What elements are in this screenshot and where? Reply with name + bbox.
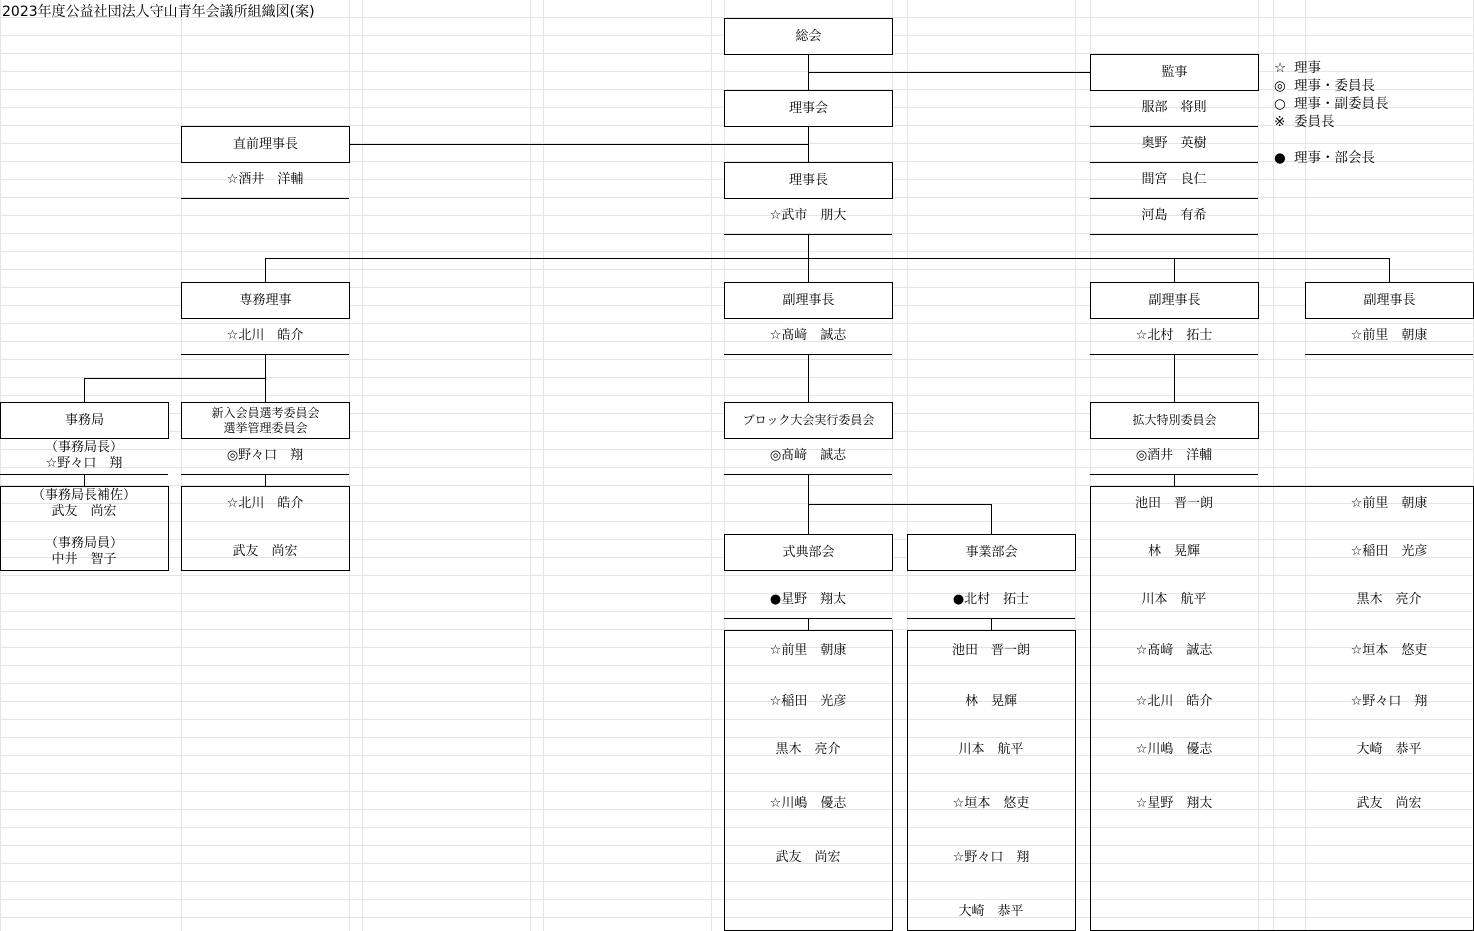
division-member: 大崎 恭平 [958, 904, 1024, 919]
committee-member: 池田 晋一朗 [1134, 496, 1213, 511]
connector-line [84, 378, 85, 402]
connector-line [1174, 474, 1175, 486]
cell-underline [1305, 354, 1473, 355]
auditor-box: 監事 [1090, 54, 1259, 91]
connector-line [84, 378, 265, 379]
board-box: 理事会 [724, 90, 893, 127]
cell-underline [724, 618, 892, 619]
committee-chair: ◎野々口 翔 [226, 448, 304, 463]
connector-line [265, 258, 1390, 259]
connector-line [84, 474, 85, 486]
connector-line [808, 126, 809, 163]
ceremony-members-frame [724, 630, 893, 931]
division-member: ☆川嶋 優志 [769, 796, 847, 811]
secretariat-box: 事務局 [0, 402, 169, 439]
committee-member: 武友 尚宏 [232, 544, 298, 559]
legend-item [1274, 74, 1375, 94]
star-icon: ☆ [1274, 60, 1287, 76]
connector-line [265, 354, 266, 402]
cell-underline [1090, 234, 1258, 235]
committee-member: ☆前里 朝康 [1350, 496, 1428, 511]
committee-member: ☆北川 皓介 [226, 496, 304, 511]
committee-chair: ◎髙﨑 誠志 [769, 448, 847, 463]
committee-member: 武友 尚宏 [1356, 796, 1422, 811]
committee-member: 林 晃輝 [1147, 544, 1200, 559]
cell-underline [181, 354, 349, 355]
committee-member: 川本 航平 [1141, 592, 1207, 607]
grid-column-line [543, 0, 544, 931]
cell-underline [1090, 474, 1258, 475]
committee-chair: ◎酒井 洋輔 [1135, 448, 1213, 463]
committee-member: ☆川嶋 優志 [1135, 742, 1213, 757]
circle-icon: ○ [1274, 96, 1286, 112]
vice-president-name: ☆前里 朝康 [1350, 328, 1428, 343]
division-member: 林 晃輝 [964, 694, 1017, 709]
vice-president-box: 副理事長 [724, 282, 893, 319]
division-member: ☆前里 朝康 [769, 643, 847, 658]
legend-item [1274, 146, 1375, 166]
division-member: ☆稲田 光彦 [769, 694, 847, 709]
secretariat-role: （事務局員） [44, 536, 123, 551]
connector-line [991, 504, 992, 534]
division-member: 池田 晋一朗 [951, 643, 1030, 658]
connector-line [1389, 258, 1390, 282]
cell-underline [181, 198, 349, 199]
committee-member: ☆垣本 悠吏 [1350, 643, 1428, 658]
connector-line [1174, 258, 1175, 282]
division-member: 黒木 亮介 [775, 742, 841, 757]
expansion-committee-box: 拡大特別委員会 [1090, 402, 1259, 439]
auditor-member: 奥野 英樹 [1141, 136, 1207, 151]
auditor-member: 河島 有希 [1141, 208, 1207, 223]
past-president-box: 直前理事長 [181, 126, 350, 163]
connector-line [1174, 354, 1175, 402]
committee-member: ☆星野 翔太 [1135, 796, 1213, 811]
reference-mark-icon: ※ [1274, 114, 1286, 130]
secretariat-assistant: 武友 尚宏 [51, 504, 117, 519]
vice-president-name: ☆北村 拓士 [1135, 328, 1213, 343]
grid-column-line [530, 0, 531, 931]
committee-member: 黒木 亮介 [1356, 592, 1422, 607]
page-title: 2023年度公益社団法人守山青年会議所組織図(案) [2, 4, 315, 20]
committee-member: ☆稲田 光彦 [1350, 544, 1428, 559]
secretariat-chief: ☆野々口 翔 [45, 456, 123, 471]
grid-column-line [711, 0, 712, 931]
grid-column-line [362, 0, 363, 931]
vice-president-box: 副理事長 [1305, 282, 1474, 319]
vice-president-name: ☆髙﨑 誠志 [769, 328, 847, 343]
legend-label: 理事・副委員長 [1294, 96, 1389, 112]
connector-line [265, 474, 266, 486]
legend-label: 理事 [1294, 60, 1321, 76]
connector-line [808, 504, 991, 505]
committee-member: ☆北川 皓介 [1135, 694, 1213, 709]
secretariat-staff: 中井 智子 [51, 552, 117, 567]
legend-label: 委員長 [1294, 114, 1335, 130]
division-member: ☆野々口 翔 [952, 850, 1030, 865]
cell-underline [1090, 354, 1258, 355]
division-head: ●星野 翔太 [769, 592, 847, 607]
connector-line [265, 258, 266, 282]
connector-line [808, 354, 809, 402]
committee-member: ☆野々口 翔 [1350, 694, 1428, 709]
committee-member: ☆髙﨑 誠志 [1135, 643, 1213, 658]
block-committee-box: ブロック大会実行委員会 [724, 402, 893, 439]
cell-underline [907, 618, 1075, 619]
cell-underline [724, 474, 892, 475]
business-members-frame [907, 630, 1076, 931]
legend-item [1274, 110, 1335, 130]
legend-item [1274, 92, 1389, 112]
executive-director-name: ☆北川 皓介 [226, 328, 304, 343]
secretariat-role: （事務局長補佐） [31, 488, 136, 503]
cell-underline [724, 234, 892, 235]
legend-label: 理事・部会長 [1294, 150, 1375, 166]
connector-line [808, 72, 1090, 73]
auditor-member: 間宮 良仁 [1141, 172, 1207, 187]
business-division-box: 事業部会 [907, 534, 1076, 571]
double-circle-icon: ◎ [1274, 78, 1286, 94]
division-member: 武友 尚宏 [775, 850, 841, 865]
cell-underline [181, 474, 349, 475]
filled-circle-icon: ● [1274, 150, 1286, 166]
connector-line [808, 618, 809, 630]
connector-line [991, 618, 992, 630]
president-box: 理事長 [724, 162, 893, 199]
committee-title-line: 新入会員選考委員会 [211, 405, 320, 420]
auditor-member: 服部 将則 [1141, 100, 1207, 115]
general-assembly-box: 総会 [724, 18, 893, 55]
past-president-name: ☆酒井 洋輔 [226, 172, 304, 187]
committee-member: 大崎 恭平 [1356, 742, 1422, 757]
legend-item [1274, 56, 1321, 76]
division-member: ☆垣本 悠吏 [952, 796, 1030, 811]
committee-title-line: 選挙管理委員会 [223, 420, 308, 435]
division-member: 川本 航平 [958, 742, 1024, 757]
connector-line [349, 144, 808, 145]
division-head: ●北村 拓士 [952, 592, 1030, 607]
election-committee-box [181, 402, 350, 439]
cell-underline [0, 474, 168, 475]
secretariat-role: （事務局長） [44, 440, 123, 455]
president-name: ☆武市 朋大 [769, 208, 847, 223]
executive-director-box: 専務理事 [181, 282, 350, 319]
legend-label: 理事・委員長 [1294, 78, 1375, 94]
ceremony-division-box: 式典部会 [724, 534, 893, 571]
cell-underline [724, 354, 892, 355]
vice-president-box: 副理事長 [1090, 282, 1259, 319]
